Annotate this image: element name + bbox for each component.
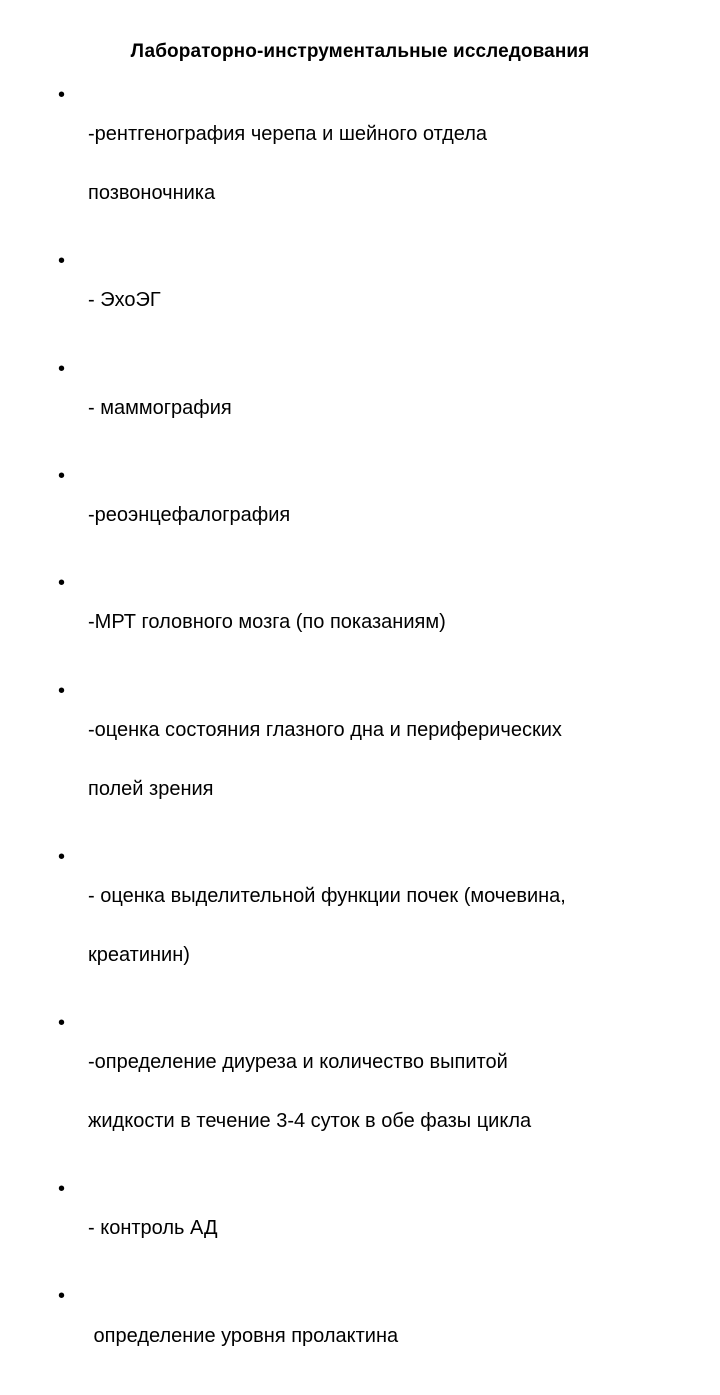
list-item-line: - оценка выделительной функции почек (мочевина, bbox=[88, 884, 566, 907]
list-item-text bbox=[88, 1014, 684, 1171]
list-item-text bbox=[88, 467, 684, 565]
list-item bbox=[54, 1011, 684, 1171]
bullet-icon: • bbox=[58, 1285, 66, 1308]
list-item-line: -рентгенография черепа и шейного отдела bbox=[88, 123, 487, 146]
list-item bbox=[54, 357, 684, 458]
list-item bbox=[54, 679, 684, 839]
bullet-icon: • bbox=[58, 464, 66, 487]
list-item-text bbox=[88, 360, 684, 458]
list-item-line: -МРТ головного мозга (по показаниям) bbox=[88, 611, 446, 634]
bullet-icon: • bbox=[58, 250, 66, 273]
bullet-icon: • bbox=[58, 84, 66, 106]
list-item bbox=[54, 86, 684, 243]
bullet-icon: • bbox=[58, 357, 66, 380]
list-item-line: - маммография bbox=[88, 396, 232, 419]
list-item-text bbox=[88, 682, 684, 839]
list-item-line: определение уровня пролактина bbox=[88, 1324, 399, 1347]
list-item-line: -определение диуреза и количество выпитой bbox=[88, 1051, 508, 1074]
bullet-icon: • bbox=[58, 1011, 66, 1034]
list-item-text bbox=[88, 252, 684, 350]
list-item-line: полей зрения bbox=[88, 777, 214, 800]
bullet-icon: • bbox=[58, 1178, 66, 1200]
bullet-icon: • bbox=[58, 679, 66, 702]
list-item-line: позвоночника bbox=[88, 181, 216, 204]
list-item-text bbox=[88, 1180, 684, 1278]
list-item-line: - контроль АД bbox=[88, 1217, 218, 1240]
list-item bbox=[54, 252, 684, 350]
list-item bbox=[54, 845, 684, 1005]
list-item bbox=[54, 464, 684, 565]
list-item bbox=[54, 574, 684, 672]
slide-title: Лабораторно-инструментальные исследования bbox=[130, 41, 590, 62]
bullet-icon: • bbox=[58, 845, 66, 868]
bullet-list bbox=[54, 86, 684, 1395]
list-item-text bbox=[88, 574, 684, 672]
list-item-line: креатинин) bbox=[88, 943, 190, 966]
list-item-line: -оценка состояния глазного дна и периферических bbox=[88, 718, 562, 741]
list-item-line: жидкости в течение 3-4 суток в обе фазы цикла bbox=[88, 1109, 532, 1132]
list-item bbox=[54, 1287, 684, 1385]
list-item bbox=[54, 1180, 684, 1278]
list-item-line: - ЭхоЭГ bbox=[88, 289, 161, 312]
bullet-icon: • bbox=[58, 572, 66, 595]
list-item-line: -реоэнцефалография bbox=[88, 504, 291, 527]
list-item-text bbox=[88, 848, 684, 1005]
list-item-text bbox=[88, 86, 684, 243]
list-item-text bbox=[88, 1287, 684, 1385]
